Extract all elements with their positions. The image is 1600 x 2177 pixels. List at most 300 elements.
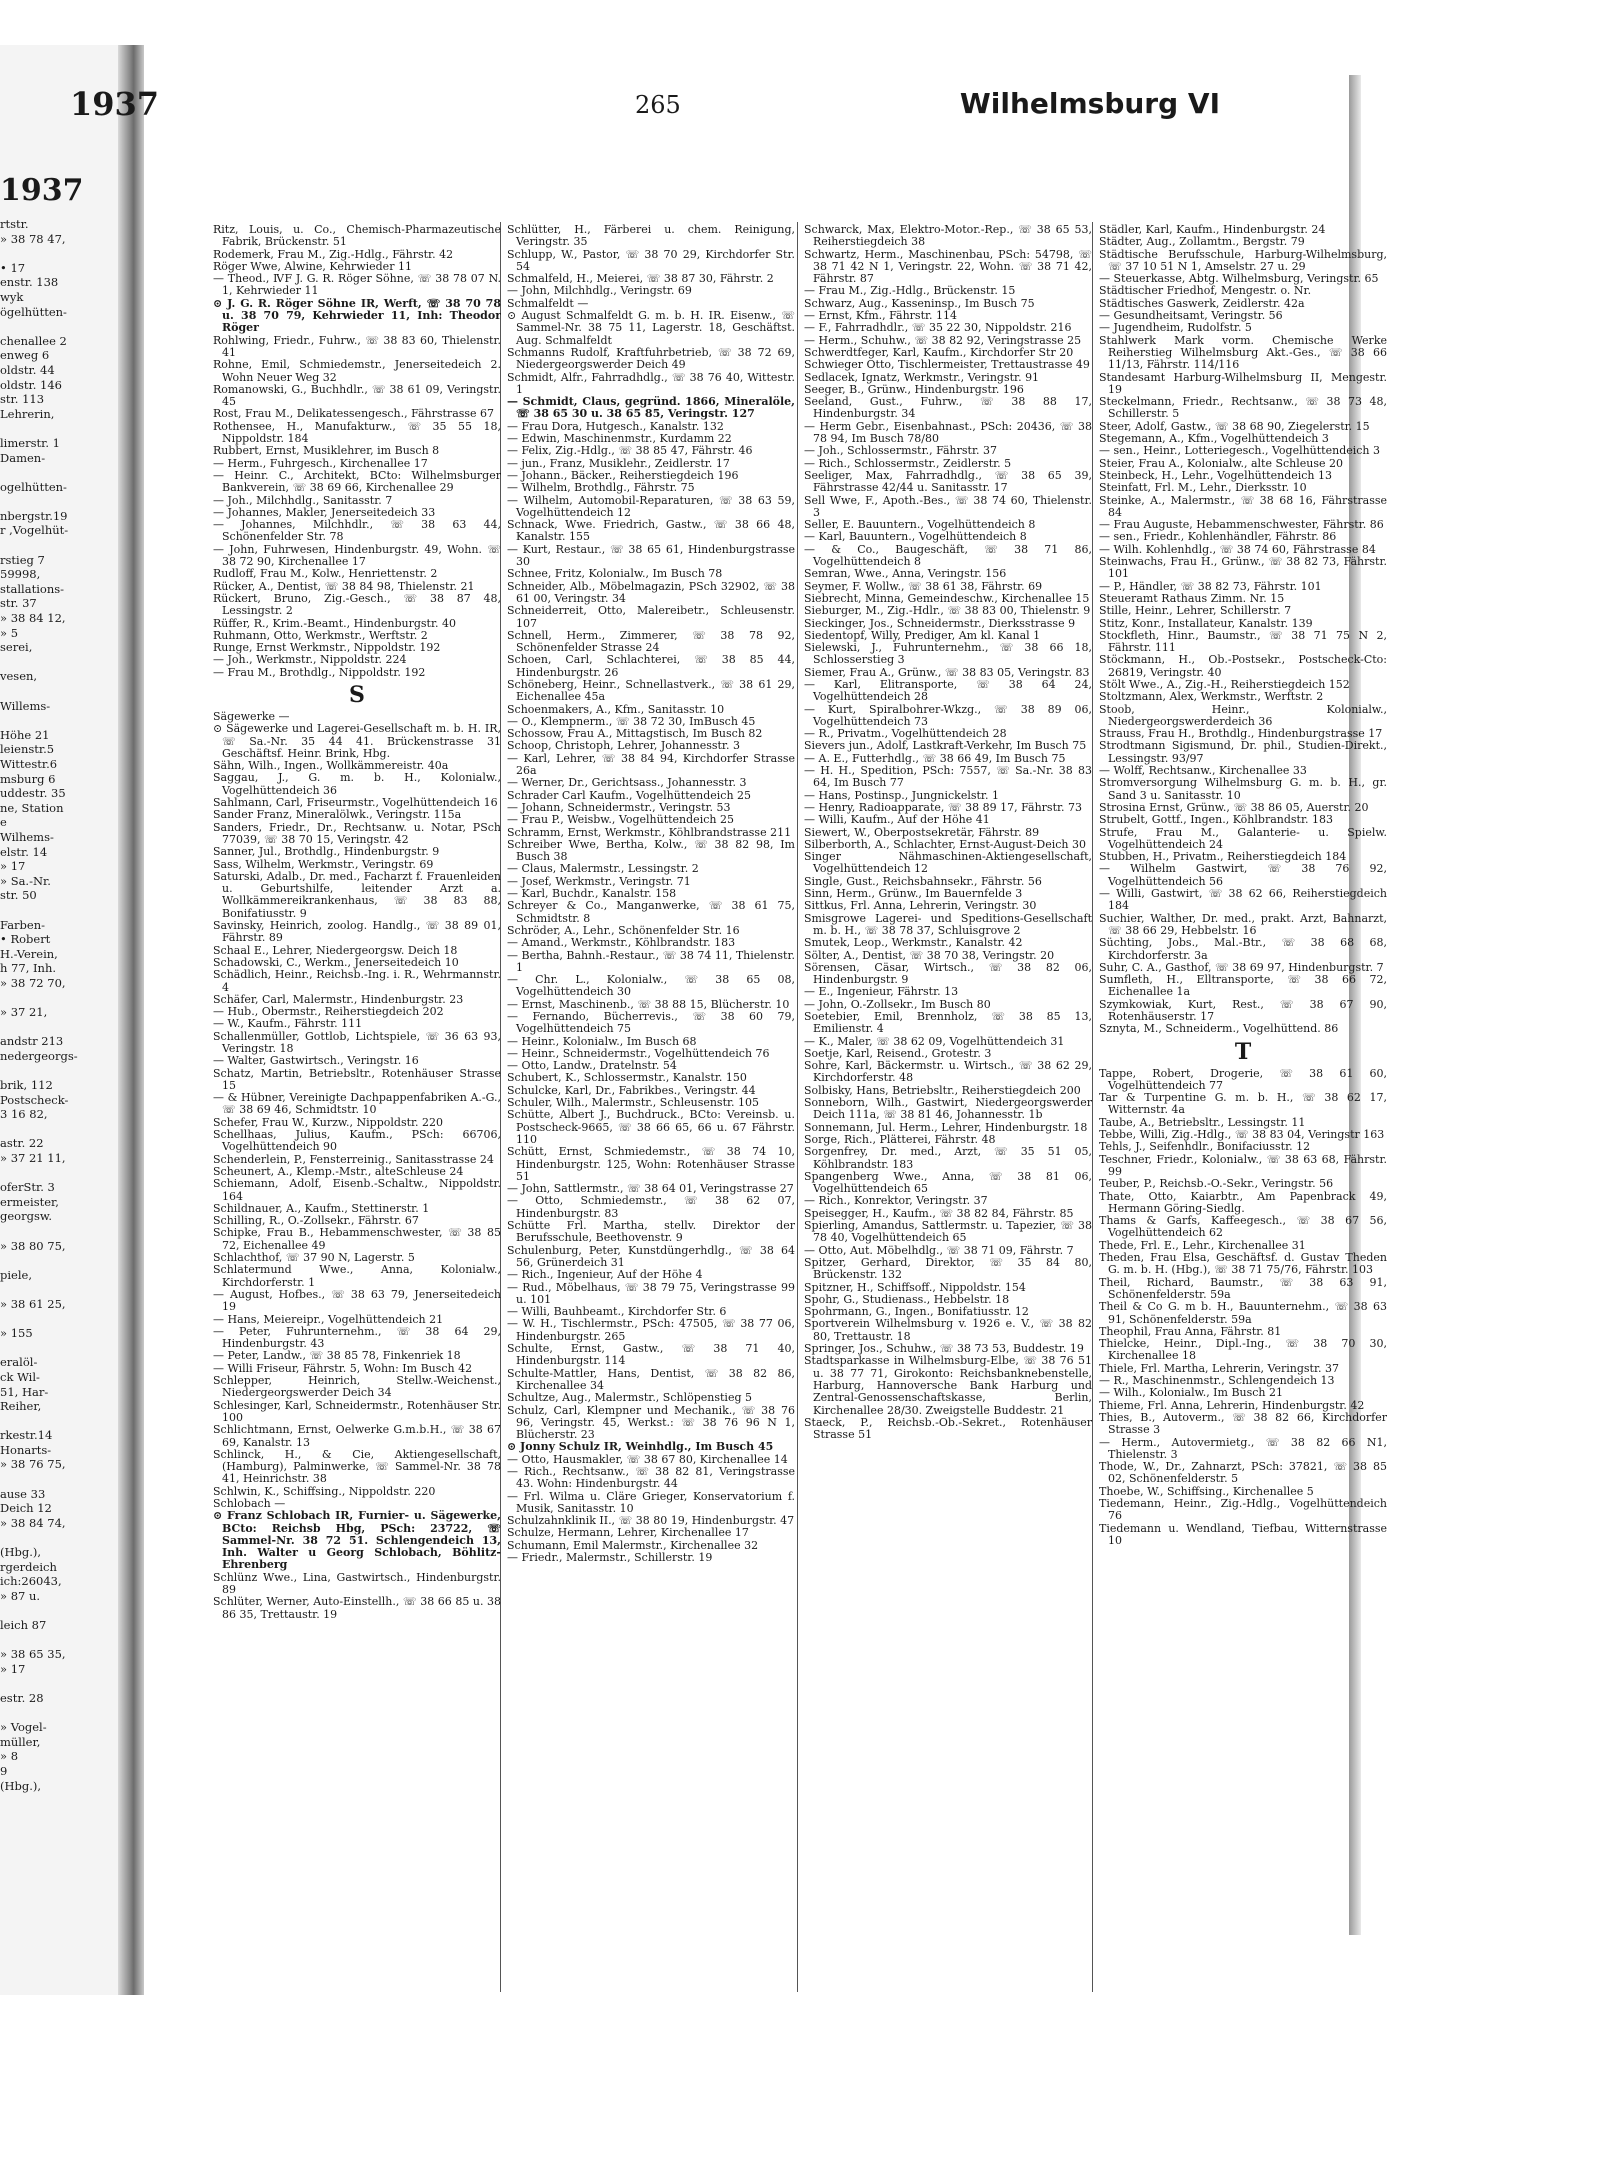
directory-entry: Spohr, G., Studienass., Hebbelstr. 18 [804, 1292, 1010, 1306]
directory-entry: Röger Wwe, Alwine, Kehrwieder 11 [213, 259, 412, 273]
left-page-line [0, 1020, 78, 1035]
directory-entry: ⊙ Sägewerke und Lagerei-Gesellschaft m. b. H. IR, ☏ Sa.-Nr. 35 44 41. Brückenstrasse 31 Geschäftsf. Heinr. Brink, Hbg. [213, 722, 501, 760]
directory-entry: — Walter, Gastwirtsch., Veringstr. 16 [213, 1054, 419, 1068]
column-rule [797, 222, 798, 1992]
directory-entry: Schwartz, Herm., Maschinenbau, PSch: 54798, ☏ 38 71 42 N 1, Veringstr. 22, Wohn. ☏ 38 71 42, Fährstr. 87 [804, 247, 1092, 286]
directory-entry: Tar & Turpentine G. m. b. H., ☏ 38 62 17, Witternstr. 4a [1099, 1091, 1387, 1117]
directory-entry: Schmanns Rudolf, Kraftfuhrbetrieb, ☏ 38 72 69, Niedergeorgswerder Deich 49 [507, 345, 795, 372]
left-page-line: ause 33 [0, 1486, 46, 1501]
left-page-line: wyk [0, 289, 24, 304]
left-page-line: oldstr. 146 [0, 377, 62, 392]
directory-entry: Stoltzmann, Alex, Werkmstr., Werftstr. 2 [1099, 690, 1324, 704]
directory-entry: Strosina Ernst, Grünw., ☏ 38 86 05, Auerstr. 20 [1099, 800, 1369, 814]
directory-entry: — Willi Friseur, Fährstr. 5, Wohn: Im Busch 42 [213, 1361, 473, 1375]
left-page-line: Höhe 21 [0, 727, 50, 742]
directory-entry: — Werner, Dr., Gerichtsass., Johannesstr. 3 [507, 776, 747, 790]
directory-entry: — Gesundheitsamt, Veringstr. 56 [1099, 309, 1283, 323]
directory-entry: — W., Kaufm., Fährstr. 111 [213, 1017, 363, 1031]
left-page-line [0, 1530, 78, 1545]
directory-entry: Steinfatt, Frl. M., Lehr., Dierksstr. 10 [1099, 481, 1307, 495]
left-page-line [0, 319, 78, 334]
directory-entry: Schoenmakers, A., Kfm., Sanitasstr. 10 [507, 702, 725, 716]
directory-entry: Sedlacek, Ignatz, Werkmstr., Veringstr. 91 [804, 370, 1040, 384]
directory-entry: Suchier, Walther, Dr. med., prakt. Arzt, Bahnarzt, ☏ 38 66 29, Hebbelstr. 16 [1099, 911, 1387, 937]
directory-entry: Silberborth, A., Schlachter, Ernst-August-Deich 30 [804, 837, 1086, 851]
directory-entry: Solbisky, Hans, Betriebsltr., Reiherstiegdeich 200 [804, 1083, 1081, 1097]
directory-entry: Theophil, Frau Anna, Fährstr. 81 [1099, 1324, 1282, 1338]
directory-entry: Thams & Garfs, Kaffeegesch., ☏ 38 67 56, Vogelhüttendeich 62 [1099, 1214, 1387, 1240]
directory-entry: Stölt Wwe., A., Zig.-H., Reiherstiegdeich 152 [1099, 677, 1350, 691]
directory-entry: Sölter, A., Dentist, ☏ 38 70 38, Veringstr. 20 [804, 948, 1055, 962]
directory-entry: Staeck, P., Reichsb.-Ob.-Sekret., Rotenhäuser Strasse 51 [804, 1415, 1092, 1442]
left-page-year: 1937 [0, 173, 84, 208]
directory-entry: Theil & Co G. m b. H., Bauunternehm., ☏ 38 63 91, Schönenfelderstr. 59a [1099, 1300, 1387, 1326]
directory-entry: Sportverein Wilhelmsburg v. 1926 e. V., ☏ 38 82 80, Trettaustr. 18 [804, 1317, 1092, 1343]
directory-entry: Schenderlein, P., Fensterreinig., Sanitasstrasse 24 [213, 1152, 494, 1166]
directory-entry: Schlachthof, ☏ 37 90 N, Lagerstr. 5 [213, 1251, 415, 1265]
directory-entry: Sievers jun., Adolf, Lastkraft-Verkehr, Im Busch 75 [804, 739, 1087, 753]
directory-entry: — Wilhelm, Automobil-Reparaturen, ☏ 38 63 59, Vogelhüttendeich 12 [507, 493, 795, 519]
directory-entry: Sonneborn, Wilh., Gastwirt, Niedergeorgswerder Deich 111a, ☏ 38 81 46, Johannesstr. 1b [804, 1096, 1092, 1122]
directory-column-2 [507, 224, 795, 1564]
directory-entry: Schefer, Frau W., Kurzw., Nippoldstr. 220 [213, 1115, 444, 1129]
left-page-line: rkestr.14 [0, 1428, 53, 1443]
directory-entry: Sägewerke — [213, 709, 290, 723]
directory-entry: — Amand., Werkmstr., Köhlbrandstr. 183 [507, 936, 736, 950]
directory-entry: Steinbeck, H., Lehr., Vogelhüttendeich 13 [1099, 468, 1332, 482]
directory-entry: Schwieger Otto, Tischlermeister, Trettaustrasse 49 [804, 358, 1090, 372]
page-place-heading: Wilhelmsburg VI [959, 87, 1220, 120]
directory-entry: Soetje, Karl, Reisend., Grotestr. 3 [804, 1046, 992, 1060]
left-page-line: » 38 84 74, [0, 1515, 66, 1530]
directory-entry: — jun., Franz, Musiklehr., Zeidlerstr. 17 [507, 456, 730, 470]
directory-entry: — Rich., Schlossermstr., Zeidlerstr. 5 [804, 456, 1012, 470]
directory-entry: Sander Franz, Mineralölwk., Veringstr. 115a [213, 808, 462, 822]
directory-entry: — O., Klempnerm., ☏ 38 72 30, ImBusch 45 [507, 714, 756, 728]
directory-entry: Schlepper, Heinrich, Stellw.-Weichenst., Niedergeorgswerder Deich 34 [213, 1374, 501, 1400]
directory-entry: Rothensee, H., Manufakturw., ☏ 35 55 18, Nippoldstr. 184 [213, 419, 501, 446]
left-page-line: ogelhütten- [0, 479, 67, 494]
directory-entry: — Joh., Werkmstr., Nippoldstr. 224 [213, 653, 407, 667]
left-page-line: elstr. 14 [0, 844, 48, 859]
left-page-text [0, 217, 78, 1793]
directory-entry: Schulzahnklinik II., ☏ 38 80 19, Hindenburgstr. 47 [507, 1514, 795, 1528]
left-page-line [0, 1166, 78, 1181]
left-page-line: » 38 84 12, [0, 611, 66, 626]
directory-entry: Rodemerk, Frau M., Zig.-Hdlg., Fährstr. 42 [213, 247, 454, 261]
left-page-line: Deich 12 [0, 1501, 52, 1516]
left-page-line: Wittestr.6 [0, 756, 58, 771]
directory-entry: Schulte, Ernst, Gastw., ☏ 38 71 40, Hindenburgstr. 114 [507, 1342, 795, 1368]
left-page-line: » 38 76 75, [0, 1457, 66, 1472]
directory-entry: — Bertha, Bahnh.-Restaur., ☏ 38 74 11, Thielenstr. 1 [507, 948, 795, 974]
left-page-line: limerstr. 1 [0, 435, 60, 450]
left-page-line: stallations- [0, 581, 65, 596]
left-page-line [0, 1122, 78, 1137]
directory-entry: Steckelmann, Friedr., Rechtsanw., ☏ 38 73 48, Schillerstr. 5 [1099, 395, 1387, 421]
directory-entry: — John, O.-Zollsekr., Im Busch 80 [804, 997, 991, 1011]
directory-entry: Schlinck, H., & Cie, Aktiengesellschaft, (Hamburg), Palminwerke, ☏ Sammel-Nr. 38 78 41, Heinrichstr. 38 [213, 1447, 501, 1486]
directory-entry: Stöckmann, H., Ob.-Postsekr., Postscheck-Cto: 26819, Veringstr. 40 [1099, 653, 1387, 679]
left-page-line: 51, Har- [0, 1384, 49, 1399]
directory-entry: Tappe, Robert, Drogerie, ☏ 38 61 60, Vogelhüttendeich 77 [1099, 1066, 1387, 1092]
directory-entry: — Henry, Radioapparate, ☏ 38 89 17, Fährstr. 73 [804, 800, 1083, 814]
directory-entry: — Johannes, Makler, Jenerseitedeich 33 [213, 505, 436, 519]
directory-entry: Schadowski, C., Werkm., Jenerseitedeich 10 [213, 955, 459, 969]
directory-entry: Thielcke, Heinr., Dipl.-Ing., ☏ 38 70 30, Kirchenallee 18 [1099, 1337, 1387, 1363]
left-page-line: e [0, 815, 7, 830]
left-page-line: ne, Station [0, 800, 64, 815]
left-page-line: ck Wil- [0, 1369, 40, 1384]
directory-entry: Städtischer Friedhof, Mengestr. o. Nr. [1099, 284, 1312, 298]
directory-entry: Seymer, F. Wollw., ☏ 38 61 38, Fährstr. 69 [804, 579, 1043, 593]
left-page-line: leich 87 [0, 1618, 47, 1632]
directory-entry: Saggau, J., G. m. b. H., Kolonialw., Vogelhüttendeich 36 [213, 771, 501, 797]
directory-entry: — Johann., Bäcker., Reiherstiegdeich 196 [507, 468, 739, 482]
left-page-line: leienstr.5 [0, 742, 55, 757]
directory-entry: Rubbert, Ernst, Musiklehrer, im Busch 8 [213, 444, 440, 458]
directory-entry: Tehls, J., Seifenhdlr., Bonifaciusstr. 12 [1099, 1140, 1311, 1154]
directory-entry: — Otto, Hausmakler, ☏ 38 67 80, Kirchenallee 14 [507, 1452, 788, 1466]
directory-entry: — Rud., Möbelhaus, ☏ 38 79 75, Veringstrasse 99 u. 101 [507, 1280, 795, 1306]
directory-entry: Soetebier, Emil, Brennholz, ☏ 38 85 13, Emilienstr. 4 [804, 1010, 1092, 1036]
directory-entry: Sittkus, Frl. Anna, Lehrerin, Veringstr. 30 [804, 899, 1037, 913]
directory-entry: Springer, Jos., Schuhw., ☏ 38 73 53, Buddestr. 19 [804, 1342, 1084, 1356]
left-page-line [0, 421, 78, 436]
directory-entry: — Hub., Obermstr., Reiherstiegdeich 202 [213, 1005, 444, 1019]
directory-entry: — Willi, Gastwirt, ☏ 38 62 66, Reiherstiegdeich 184 [1099, 887, 1387, 913]
directory-entry: Siewert, W., Oberpostsekretär, Fährstr. 89 [804, 825, 1040, 839]
section-letter-heading: T [1234, 1038, 1252, 1065]
directory-entry: Schoen, Carl, Schlachterei, ☏ 38 85 44, Hindenburgstr. 26 [507, 653, 795, 679]
left-page-line: georgsw. [0, 1209, 52, 1224]
directory-entry: — Herm Gebr., Eisenbahnast., PSch: 20436, ☏ 38 78 94, Im Busch 78/80 [804, 419, 1092, 446]
left-page-line [0, 990, 78, 1005]
directory-entry: Sörensen, Cäsar, Wirtsch., ☏ 38 82 06, Hindenburgstr. 9 [804, 960, 1092, 987]
left-page-line: 9 [0, 1763, 8, 1778]
directory-entry: Schöneberg, Heinr., Schnellastverk., ☏ 38 61 29, Eichenallee 45a [507, 677, 795, 704]
directory-entry: Sinn, Herm., Grünw., Im Bauernfelde 3 [804, 887, 1023, 901]
left-page-line [0, 246, 78, 261]
directory-entry: Steueramt Rathaus Zimm. Nr. 15 [1099, 591, 1285, 605]
directory-entry: Schlatermund Wwe., Anna, Kolonialw., Kirchdorferstr. 1 [213, 1263, 501, 1289]
directory-entry: Schramm, Ernst, Werkmstr., Köhlbrandstrasse 211 [507, 825, 792, 839]
directory-entry: Tiedemann u. Wendland, Tiefbau, Witternstrasse 10 [1099, 1521, 1387, 1547]
directory-entry: — Peter, Landw., ☏ 38 85 78, Finkenriek 18 [213, 1349, 461, 1363]
directory-column-3 [804, 224, 1092, 1441]
directory-entry: Städter, Aug., Zollamtm., Bergstr. 79 [1099, 235, 1305, 249]
left-page-line: » 38 78 47, [0, 231, 66, 246]
directory-entry: — sen., Heinr., Lotteriegesch., Vogelhüttendeich 3 [1099, 444, 1381, 458]
directory-entry: Siebrecht, Minna, Gemeindeschw., Kirchenallee 15 [804, 591, 1090, 605]
left-page-line: Postscheck- [0, 1092, 69, 1107]
directory-entry: Romanowski, G., Buchhdlr., ☏ 38 61 09, Veringstr. 45 [213, 382, 501, 409]
left-page-line: str. 113 [0, 392, 45, 407]
left-page-line: • Robert [0, 932, 51, 947]
directory-entry: — Rich., Rechtsanw., ☏ 38 82 81, Veringstrasse 43. Wohn: Hindenburgstr. 44 [507, 1464, 795, 1491]
directory-entry: — Karl, Buchdr., Kanalstr. 158 [507, 887, 677, 901]
directory-entry: Suhr, C. A., Gasthof, ☏ 38 69 97, Hindenburgstr. 7 [1099, 960, 1384, 974]
left-page-line: müller, [0, 1734, 41, 1749]
left-page-line: ögelhütten- [0, 304, 67, 319]
directory-entry: — E., Ingenieur, Fährstr. 13 [804, 985, 959, 999]
left-page-line [0, 1633, 78, 1648]
left-page-line: eralöl- [0, 1355, 38, 1370]
directory-entry: — Ernst, Maschinenb., ☏ 38 88 15, Blücherstr. 10 [507, 997, 790, 1011]
directory-entry: — Karl, Lehrer, ☏ 38 84 94, Kirchdorfer Strasse 26a [507, 751, 795, 778]
left-page-line: r ,Vogelhüt- [0, 523, 69, 538]
directory-column-1 [213, 224, 501, 1621]
page-number: 265 [635, 91, 681, 119]
left-page-line: ich:26043, [0, 1574, 62, 1589]
left-page-line [0, 1472, 78, 1487]
directory-entry: Szymkowiak, Kurt, Rest., ☏ 38 67 90, Rotenhäuserstr. 17 [1099, 997, 1387, 1023]
directory-entry: — Kurt, Restaur., ☏ 38 65 61, Hindenburgstrasse 30 [507, 542, 795, 569]
directory-entry: Schädlich, Heinr., Reichsb.-Ing. i. R., Wehrmannstr. 4 [213, 968, 501, 994]
directory-entry: Siedentopf, Willy, Prediger, Am kl. Kanal 1 [804, 628, 1041, 642]
directory-entry: Stegemann, A., Kfm., Vogelhüttendeich 3 [1099, 432, 1329, 446]
left-page-strip [0, 45, 128, 1995]
left-page-line: Wilhems- [0, 829, 54, 844]
directory-entry: Städtisches Gaswerk, Zeidlerstr. 42a [1099, 296, 1305, 310]
left-page-line: Reiher, [0, 1399, 42, 1414]
directory-entry: Schilling, R., O.-Zollsekr., Fährstr. 67 [213, 1214, 419, 1228]
directory-entry: Taube, A., Betriebsltr., Lessingstr. 11 [1099, 1115, 1306, 1129]
left-page-line: oferStr. 3 [0, 1180, 55, 1195]
directory-entry: Sumfleth, H., Elltransporte, ☏ 38 66 72, Eichenallee 1a [1099, 973, 1387, 999]
directory-entry: Stubben, H., Privatm., Reiherstiegdeich 184 [1099, 850, 1347, 864]
directory-entry: — Schmidt, Claus, gegründ. 1866, Mineralöle, ☏ 38 65 30 u. 38 65 85, Veringstr. 127 [507, 395, 795, 421]
left-page-line: piele, [0, 1267, 32, 1282]
left-page-line: » 38 80 75, [0, 1238, 66, 1253]
directory-entry: — Otto, Aut. Möbelhdlg., ☏ 38 71 09, Fährstr. 7 [804, 1243, 1074, 1257]
left-page-line: » 8 [0, 1749, 19, 1764]
directory-entry: Smutek, Leop., Werkmstr., Kanalstr. 42 [804, 936, 1023, 950]
directory-entry: — Wilh. Kohlenhdlg., ☏ 38 74 60, Fährstrasse 84 [1099, 542, 1376, 556]
directory-entry: — John, Fuhrwesen, Hindenburgstr. 49, Wohn. ☏ 38 72 90, Kirchenallee 17 [213, 542, 501, 569]
directory-entry: — sen., Friedr., Kohlenhändler, Fährstr. 86 [1099, 530, 1337, 544]
left-page-line: rtstr. [0, 217, 29, 231]
directory-entry: Schulze, Hermann, Lehrer, Kirchenallee 17 [507, 1526, 749, 1540]
directory-entry: Schlichtmann, Ernst, Oelwerke G.m.b.H., ☏ 38 67 69, Kanalstr. 13 [213, 1423, 501, 1449]
directory-entry: Teschner, Friedr., Kolonialw., ☏ 38 63 68, Fährstr. 99 [1099, 1152, 1387, 1178]
directory-entry: Thede, Frl. E., Lehr., Kirchenallee 31 [1099, 1238, 1306, 1252]
directory-entry: Sanders, Friedr., Dr., Rechtsanw. u. Notar, PSch 77039, ☏ 38 70 15, Veringstr. 42 [213, 820, 501, 846]
directory-entry: Stromversorgung Wilhelmsburg G. m. b. H., gr. Sand 3 u. Sanitasstr. 10 [1099, 776, 1387, 802]
directory-entry: Schlüter, Werner, Auto-Einstellh., ☏ 38 66 85 u. 38 86 35, Trettaustr. 19 [213, 1595, 501, 1621]
directory-entry: Schipke, Frau B., Hebammenschwester, ☏ 38 85 72, Eichenallee 49 [213, 1226, 501, 1252]
directory-entry: — Willi, Kaufm., Auf der Höhe 41 [804, 813, 990, 827]
directory-entry: Stitz, Konr., Installateur, Kanalstr. 139 [1099, 616, 1313, 630]
directory-entry: Theil, Richard, Baumstr., ☏ 38 63 91, Schönenfelderstr. 59a [1099, 1275, 1387, 1301]
directory-entry: Schröder, A., Lehr., Schönenfelder Str. 16 [507, 923, 740, 937]
directory-entry: Sohre, Karl, Bäckermstr. u. Wirtsch., ☏ 38 62 29, Kirchdorferstr. 48 [804, 1059, 1092, 1085]
directory-entry: Schnee, Fritz, Kolonialw., Im Busch 78 [507, 567, 723, 581]
directory-entry: — K., Maler, ☏ 38 62 09, Vogelhüttendeich 31 [804, 1034, 1065, 1048]
left-page-line [0, 1312, 78, 1327]
directory-entry: Sielewski, J., Fuhrunternehm., ☏ 38 66 18, Schlosserstieg 3 [804, 641, 1092, 667]
directory-entry: Scheunert, A., Klemp.-Mstr., alteSchleuse 24 [213, 1164, 464, 1178]
directory-entry: Schneiderreit, Otto, Malereibetr., Schleusenstr. 107 [507, 604, 795, 630]
directory-entry: Schulz, Carl, Klempner und Mechanik., ☏ 38 76 96, Veringstr. 45, Werkst.: ☏ 38 76 96 N 1, Blücherstr. 23 [507, 1403, 795, 1442]
directory-entry: Schatz, Martin, Betriebsltr., Rotenhäuser Strasse 15 [213, 1066, 501, 1092]
left-page-line: » 38 65 35, [0, 1647, 66, 1662]
directory-entry: Sieburger, M., Zig.-Hdlr., ☏ 38 83 00, Thielenstr. 9 [804, 604, 1091, 618]
left-page-line [0, 1063, 78, 1078]
left-page-line: Willems- [0, 698, 51, 713]
left-page-line [0, 538, 78, 553]
left-page-line [0, 1253, 78, 1268]
left-page-line: Lehrerin, [0, 406, 55, 421]
directory-entry: Savinsky, Heinrich, zoolog. Handlg., ☏ 38 89 01, Fährstr. 89 [213, 919, 501, 945]
directory-entry: — Joh., Schlossermstr., Fährstr. 37 [804, 444, 998, 458]
left-page-line: estr. 28 [0, 1690, 44, 1705]
directory-entry: Thate, Otto, Kaiarbtr., Am Papenbrack 49, Hermann Göring-Siedlg. [1099, 1189, 1387, 1215]
directory-entry: Schmalfeld, H., Meierei, ☏ 38 87 30, Fährstr. 2 [507, 272, 774, 286]
directory-entry: — Edwin, Maschinenmstr., Kurdamm 22 [507, 432, 732, 446]
left-page-line: astr. 22 [0, 1136, 44, 1151]
directory-entry: — John, Milchhdlg., Veringstr. 69 [507, 284, 692, 298]
directory-entry: Seeger, B., Grünw., Hindenburgstr. 196 [804, 382, 1024, 396]
directory-entry: — Wilhelm Gastwirt, ☏ 38 76 92, Vogelhüttendeich 56 [1099, 862, 1387, 888]
directory-entry: Smisgrowe Lagerei- und Speditions-Gesellschaft m. b. H., ☏ 38 78 37, Schluisgrove 2 [804, 911, 1092, 937]
directory-entry: Schildnauer, A., Kaufm., Stettinerstr. 1 [213, 1201, 430, 1215]
directory-entry: — Fernando, Bücherrevis., ☏ 38 60 79, Vogelhüttendeich 75 [507, 1010, 795, 1036]
directory-entry: Speisegger, H., Kaufm., ☏ 38 82 84, Fährstr. 85 [804, 1206, 1074, 1220]
directory-entry: Schnell, Herm., Zimmerer, ☏ 38 78 92, Schönenfelder Strasse 24 [507, 628, 795, 655]
directory-entry: Schaal E., Lehrer, Niedergeorgsw. Deich 18 [213, 943, 458, 957]
directory-entry: — Herm., Fuhrgesch., Kirchenallee 17 [213, 456, 428, 470]
directory-entry: Seller, E. Bauuntern., Vogelhüttendeich 8 [804, 518, 1036, 532]
directory-entry: — Jugendheim, Rudolfstr. 5 [1099, 321, 1252, 335]
directory-entry: Schwarz, Aug., Kasseninsp., Im Busch 75 [804, 296, 1035, 310]
directory-entry: Thode, W., Dr., Zahnarzt, PSch: 37821, ☏ 38 85 02, Schönenfelderstr. 5 [1099, 1460, 1387, 1486]
left-page-line: str. 50 [0, 888, 37, 903]
directory-entry: Schnack, Wwe. Friedrich, Gastw., ☏ 38 66 48, Kanalstr. 155 [507, 518, 795, 544]
directory-entry: — Wilhelm, Brothdlg., Fährstr. 75 [507, 481, 695, 495]
left-page-line: h 77, Inh. [0, 961, 57, 976]
directory-entry: Rudloff, Frau M., Kolw., Henriettenstr. 2 [213, 567, 438, 581]
left-page-line: » 37 21 11, [0, 1151, 66, 1165]
directory-entry: Thiele, Frl. Martha, Lehrerin, Veringstr. 37 [1099, 1361, 1339, 1375]
directory-entry: ⊙ Jonny Schulz IR, Weinhdlg., Im Busch 45 [507, 1440, 774, 1454]
directory-entry: Schneider, Alb., Möbelmagazin, PSch 32902, ☏ 38 61 00, Veringstr. 34 [507, 579, 795, 605]
directory-entry: — Wolff, Rechtsanw., Kirchenallee 33 [1099, 764, 1307, 778]
left-page-line: msburg 6 [0, 771, 56, 786]
directory-entry: Steier, Frau A., Kolonialw., alte Schleuse 20 [1099, 456, 1344, 470]
directory-entry: Ruhmann, Otto, Werkmstr., Werftstr. 2 [213, 628, 428, 642]
left-page-line [0, 1676, 78, 1691]
directory-entry: Städtische Berufsschule, Harburg-Wilhelmsburg, ☏ 37 10 51 N 1, Amselstr. 27 u. 29 [1099, 247, 1387, 273]
directory-entry: — Frau M., Zig.-Hdlg., Brückenstr. 15 [804, 284, 1016, 298]
directory-entry: Sahlmann, Carl, Friseurmstr., Vogelhüttendeich 16 [213, 796, 498, 810]
directory-entry: Steer, Adolf, Gastw., ☏ 38 68 90, Ziegelerstr. 15 [1099, 419, 1370, 433]
directory-entry: — August, Hofbes., ☏ 38 63 79, Jenerseitedeich 19 [213, 1287, 501, 1314]
directory-entry: — Karl, Elitransporte, ☏ 38 64 24, Vogelhüttendeich 28 [804, 677, 1092, 704]
directory-entry: — Heinr., Schneidermstr., Vogelhüttendeich 76 [507, 1046, 770, 1060]
section-letter-heading: S [349, 681, 365, 708]
left-page-line: ermeister, [0, 1194, 59, 1209]
directory-entry: Schreiber Wwe, Bertha, Kolw., ☏ 38 82 98, Im Busch 38 [507, 837, 795, 864]
directory-entry: Single, Gust., Reichsbahnsekr., Fährstr. 56 [804, 874, 1042, 888]
directory-entry: Sznyta, M., Schneiderm., Vogelhüttend. 86 [1099, 1022, 1339, 1036]
left-page-line: rstieg 7 [0, 552, 45, 567]
directory-entry: — Peter, Fuhrunternehm., ☏ 38 64 29, Hindenburgstr. 43 [213, 1324, 501, 1351]
directory-entry: Schumann, Emil Malermstr., Kirchenallee 32 [507, 1538, 759, 1552]
directory-entry: — A. E., Futterhdlg., ☏ 38 66 49, Im Busch 75 [804, 751, 1066, 765]
directory-entry: — Ernst, Kfm., Fährstr. 114 [804, 309, 958, 323]
left-page-line [0, 684, 78, 699]
left-page-line: vesen, [0, 669, 38, 684]
directory-entry: Schellhaas, Julius, Kaufm., PSch: 66706, Vogelhüttendeich 90 [213, 1128, 501, 1154]
directory-entry: Spierling, Amandus, Sattlermstr. u. Tapezier, ☏ 38 78 40, Vogelhüttendeich 65 [804, 1219, 1092, 1245]
directory-entry: Semran, Wwe., Anna, Veringstr. 156 [804, 567, 1007, 581]
directory-entry: — Heinr. C., Architekt, BCto: Wilhelmsburger Bankverein, ☏ 38 69 66, Kirchenallee 29 [213, 468, 501, 495]
directory-entry: Sanner, Jul., Brothdlg., Hindenburgstr. 9 [213, 845, 440, 859]
directory-entry: Theden, Frau Elsa, Geschäftsf. d. Gustav Theden G. m. b. H. (Hbg.), ☏ 38 71 75/76, Fährstr. 103 [1099, 1251, 1387, 1277]
directory-entry: Thieme, Frl. Anna, Lehrerin, Hindenburgstr. 42 [1099, 1398, 1365, 1412]
directory-entry: — Joh., Milchhdlg., Sanitasstr. 7 [213, 493, 393, 507]
left-page-line: str. 37 [0, 596, 37, 611]
left-page-line: » 38 61 25, [0, 1296, 66, 1311]
directory-entry: Schmidt, Alfr., Fahrradhdlg., ☏ 38 76 40, Wittestr. 1 [507, 370, 795, 396]
directory-entry: — Herm., Autovermietg., ☏ 38 82 66 N1, Thielenstr. 3 [1099, 1435, 1387, 1461]
directory-entry: Stockfleth, Hinr., Baumstr., ☏ 38 71 75 N 2, Fährstr. 111 [1099, 628, 1387, 655]
directory-entry: — & Hübner, Vereinigte Dachpappenfabriken A.-G., ☏ 38 69 46, Schmidtstr. 10 [213, 1091, 501, 1117]
column-rule [1092, 222, 1093, 1992]
left-page-line [0, 1603, 78, 1618]
directory-entry: Spangenberg Wwe., Anna, ☏ 38 81 06, Vogelhüttendeich 65 [804, 1169, 1092, 1196]
left-page-line: » 87 u. [0, 1588, 41, 1603]
directory-entry: Sähn, Wilh., Ingen., Wollkämmereistr. 40a [213, 759, 449, 773]
directory-entry: — H. H., Spedition, PSch: 7557, ☏ Sa.-Nr. 38 83 64, Im Busch 77 [804, 764, 1092, 790]
directory-entry: Stahlwerk Mark vorm. Chemische Werke Reiherstieg Wilhelmsburg Akt.-Ges., ☏ 38 66 11/13, Fährstr. 114/116 [1099, 333, 1387, 372]
left-page-line: oldstr. 44 [0, 362, 55, 377]
left-page-line: H.-Verein, [0, 946, 58, 961]
directory-entry: Strodtmann Sigismund, Dr. phil., Studien-Direkt., Lessingstr. 93/97 [1099, 739, 1387, 765]
directory-entry: Schulenburg, Peter, Kunstdüngerhdlg., ☏ 38 64 56, Grünerdeich 31 [507, 1243, 795, 1269]
left-page-line: • 17 [0, 260, 26, 275]
left-page-line: (Hbg.), [0, 1545, 42, 1560]
directory-entry: Teuber, P., Reichsb.-O.-Sekr., Veringstr. 56 [1099, 1177, 1334, 1191]
left-page-line: 59998, [0, 567, 44, 582]
directory-entry: ⊙ J. G. R. Röger Söhne IR, Werft, ☏ 38 70 78 u. 38 70 79, Kehrwieder 11, Inh: Theodor Röger [213, 296, 501, 335]
directory-entry: Stille, Heinr., Lehrer, Schillerstr. 7 [1099, 604, 1292, 618]
left-page-line: (Hbg.), [0, 1778, 42, 1793]
directory-entry: — Wilh., Kolonialw., Im Busch 21 [1099, 1386, 1284, 1400]
directory-entry: Sorgenfrey, Dr. med., Arzt, ☏ 35 51 05, Köhlbrandstr. 183 [804, 1145, 1092, 1171]
directory-entry: Schwarck, Max, Elektro-Motor.-Rep., ☏ 38 65 53, Reiherstiegdeich 38 [804, 224, 1092, 249]
directory-entry: Strubelt, Gottf., Ingen., Köhlbrandstr. 183 [1099, 813, 1333, 827]
directory-entry: Schlwin, K., Schiffsing., Nippoldstr. 220 [213, 1484, 436, 1498]
directory-entry: — Karl, Bauuntern., Vogelhüttendeich 8 [804, 530, 1027, 544]
left-page-line: » 155 [0, 1326, 33, 1341]
left-page-line: » Sa.-Nr. [0, 873, 51, 888]
left-page-line: » 38 72 70, [0, 975, 66, 990]
left-page-line: brik, 112 [0, 1078, 53, 1093]
directory-entry: — Otto, Schmiedemstr., ☏ 38 62 07, Hindenburgstr. 83 [507, 1194, 795, 1220]
directory-entry: — Johannes, Milchhdlr., ☏ 38 63 44, Schönenfelder Str. 78 [213, 518, 501, 544]
directory-entry: Standesamt Harburg-Wilhelmsburg II, Mengestr. 19 [1099, 370, 1387, 396]
directory-entry: Schiemann, Adolf, Eisenb.-Schaltw., Nippoldstr. 164 [213, 1177, 501, 1203]
directory-entry: Seeland, Gust., Fuhrw., ☏ 38 88 17, Hindenburgstr. 34 [804, 395, 1092, 421]
directory-entry: — Claus, Malermstr., Lessingstr. 2 [507, 862, 699, 876]
directory-entry: Schallenmüller, Gottlob, Lichtspiele, ☏ 36 63 93, Veringstr. 18 [213, 1029, 501, 1055]
directory-entry: Thoebe, W., Schiffsing., Kirchenallee 5 [1099, 1484, 1314, 1498]
left-page-line: Honarts- [0, 1442, 52, 1457]
directory-entry: Städler, Karl, Kaufm., Hindenburgstr. 24 [1099, 224, 1326, 236]
directory-entry: — Frl. Wilma u. Cläre Grieger, Konservatorium f. Musik, Sanitasstr. 10 [507, 1489, 795, 1515]
